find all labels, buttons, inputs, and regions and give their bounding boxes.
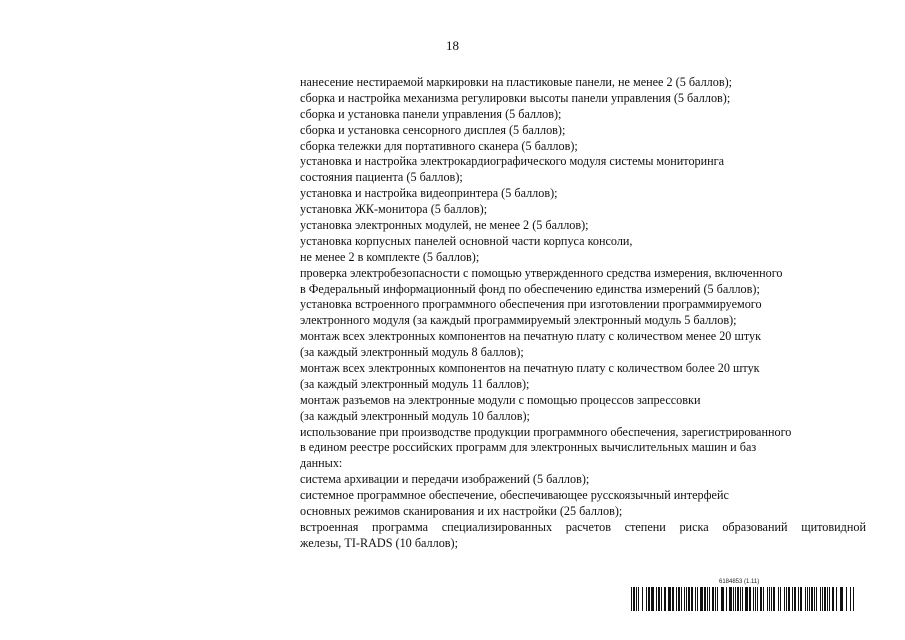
text-line: состояния пациента (5 баллов); [300, 170, 463, 185]
barcode-bar [691, 587, 693, 611]
barcode-bar [664, 587, 666, 611]
barcode-bar [721, 587, 724, 611]
barcode-bar [850, 587, 851, 611]
barcode-bar [646, 587, 647, 611]
text-line: установка ЖК-монитора (5 баллов); [300, 202, 488, 217]
barcode-bar [760, 587, 762, 611]
barcode-bar [709, 587, 710, 611]
barcode-bar [717, 587, 718, 611]
text-line: электронного модуля (за каждый программируемый электронный модуль 5 баллов); [300, 313, 737, 328]
text-line: установка и настройка электрокардиографического модуля системы мониторинга [300, 154, 725, 169]
document-barcode [631, 579, 855, 613]
barcode-bar [636, 587, 637, 611]
barcode-bar [633, 587, 635, 611]
barcode-bar [638, 587, 639, 611]
barcode-bar [827, 587, 828, 611]
barcode-bar [695, 587, 696, 611]
barcode-bar [753, 587, 754, 611]
barcode-bar [672, 587, 674, 611]
barcode-bar [763, 587, 764, 611]
barcode-bar [707, 587, 708, 611]
barcode-bar [836, 587, 837, 611]
barcode-bar [678, 587, 680, 611]
page-number: 18 [446, 38, 459, 53]
text-line: железы, TI-RADS (10 баллов); [300, 535, 458, 550]
barcode-bar [656, 587, 657, 611]
text-line: установка встроенного программного обеспечения при изготовлении программируемого [300, 297, 762, 312]
barcode-bar [794, 587, 796, 611]
barcode-bar [686, 587, 687, 611]
barcode-bar [814, 587, 815, 611]
text-line: (за каждый электронный модуль 8 баллов); [300, 345, 524, 360]
text-line: монтаж всех электронных компонентов на печатную плату с количеством более 20 штук [300, 361, 760, 376]
barcode-bar [676, 587, 677, 611]
text-line: сборка и установка сенсорного дисплея (5 баллов); [300, 122, 566, 137]
barcode-bar [807, 587, 808, 611]
barcode-bar [745, 587, 748, 611]
barcode-bar [798, 587, 799, 611]
barcode-bar [704, 587, 706, 611]
barcode-bar [853, 587, 854, 611]
text-line: монтаж разъемов на электронные модули с помощью процессов запрессовки [300, 392, 701, 407]
barcode-bar [805, 587, 806, 611]
barcode-bar [737, 587, 739, 611]
text-line: нанесение нестираемой маркировки на пластиковые панели, не менее 2 (5 баллов); [300, 75, 733, 89]
text-line: в едином реестре российских программ для электронных вычислительных машин и баз [300, 440, 757, 455]
text-line: системное программное обеспечение, обеспечивающее русскоязычный интерфейс [300, 488, 729, 503]
barcode-bar [846, 587, 847, 611]
text-line: монтаж всех электронных компонентов на печатную плату с количеством менее 20 штук [300, 329, 762, 344]
document-body [300, 75, 880, 552]
barcode-bar [809, 587, 810, 611]
text-line: (за каждый электронный модуль 10 баллов); [300, 408, 530, 423]
barcode-bar [742, 587, 743, 611]
text-line: установка электронных модулей, не менее 2 (5 баллов); [300, 218, 589, 233]
barcode-bar [712, 587, 714, 611]
barcode-image [631, 587, 855, 611]
barcode-bar [757, 587, 758, 611]
text-line: сборка и настройка механизма регулировки высоты панели управления (5 баллов); [300, 90, 731, 105]
barcode-bar [769, 587, 770, 611]
barcode-bar [788, 587, 790, 611]
text-line: встроенная программа специализированных расчетов степени риска образований щитовидной [300, 519, 866, 534]
barcode-bar [820, 587, 821, 611]
barcode-bar [784, 587, 785, 611]
text-line: данных: [300, 456, 343, 471]
barcode-bar [771, 587, 772, 611]
barcode-bar [786, 587, 787, 611]
barcode-bar [729, 587, 732, 611]
barcode-bar [792, 587, 793, 611]
barcode-bar [668, 587, 671, 611]
barcode-bar [780, 587, 781, 611]
barcode-bar [773, 587, 775, 611]
text-line: (за каждый электронный модуль 11 баллов); [300, 376, 530, 391]
text-line: использование при производстве продукции программного обеспечения, зарегистрированного [300, 424, 792, 439]
barcode-bar [778, 587, 779, 611]
barcode-bar [832, 587, 834, 611]
barcode-bar [733, 587, 734, 611]
barcode-bar [824, 587, 826, 611]
text-line: сборка и установка панели управления (5 баллов); [300, 106, 562, 121]
barcode-bar [749, 587, 751, 611]
barcode-bar [800, 587, 802, 611]
barcode-bar [697, 587, 698, 611]
barcode-bar [648, 587, 650, 611]
barcode-bar [811, 587, 813, 611]
barcode-bar [681, 587, 682, 611]
text-line: установка корпусных панелей основной части корпуса консоли, [300, 233, 633, 248]
text-line: основных режимов сканирования и их настройки (25 баллов); [300, 504, 623, 519]
barcode-caption: 6184853 (1.11) [719, 579, 760, 585]
barcode-bar [840, 587, 843, 611]
barcode-bar [700, 587, 703, 611]
barcode-bar [755, 587, 756, 611]
barcode-bar [735, 587, 736, 611]
barcode-bar [684, 587, 685, 611]
barcode-bar [661, 587, 662, 611]
text-line: не менее 2 в комплекте (5 баллов); [300, 249, 480, 264]
barcode-bar [642, 587, 643, 611]
barcode-bar [726, 587, 727, 611]
barcode-bar [631, 587, 632, 611]
barcode-bar [740, 587, 741, 611]
text-line: сборка тележки для портативного сканера (5 баллов); [300, 138, 578, 153]
barcode-bar [767, 587, 768, 611]
text-line: проверка электробезопасности с помощью утвержденного средства измерения, включенного [300, 265, 783, 280]
barcode-bar [822, 587, 823, 611]
barcode-bar [651, 587, 654, 611]
barcode-bar [715, 587, 716, 611]
barcode-bar [816, 587, 817, 611]
text-line: установка и настройка видеопринтера (5 баллов); [300, 186, 558, 201]
text-line: система архивации и передачи изображений (5 баллов); [300, 472, 590, 487]
barcode-bar [658, 587, 660, 611]
barcode-bar [829, 587, 830, 611]
text-line: в Федеральный информационный фонд по обеспечению единства измерений (5 баллов); [300, 281, 760, 296]
barcode-bar [688, 587, 690, 611]
